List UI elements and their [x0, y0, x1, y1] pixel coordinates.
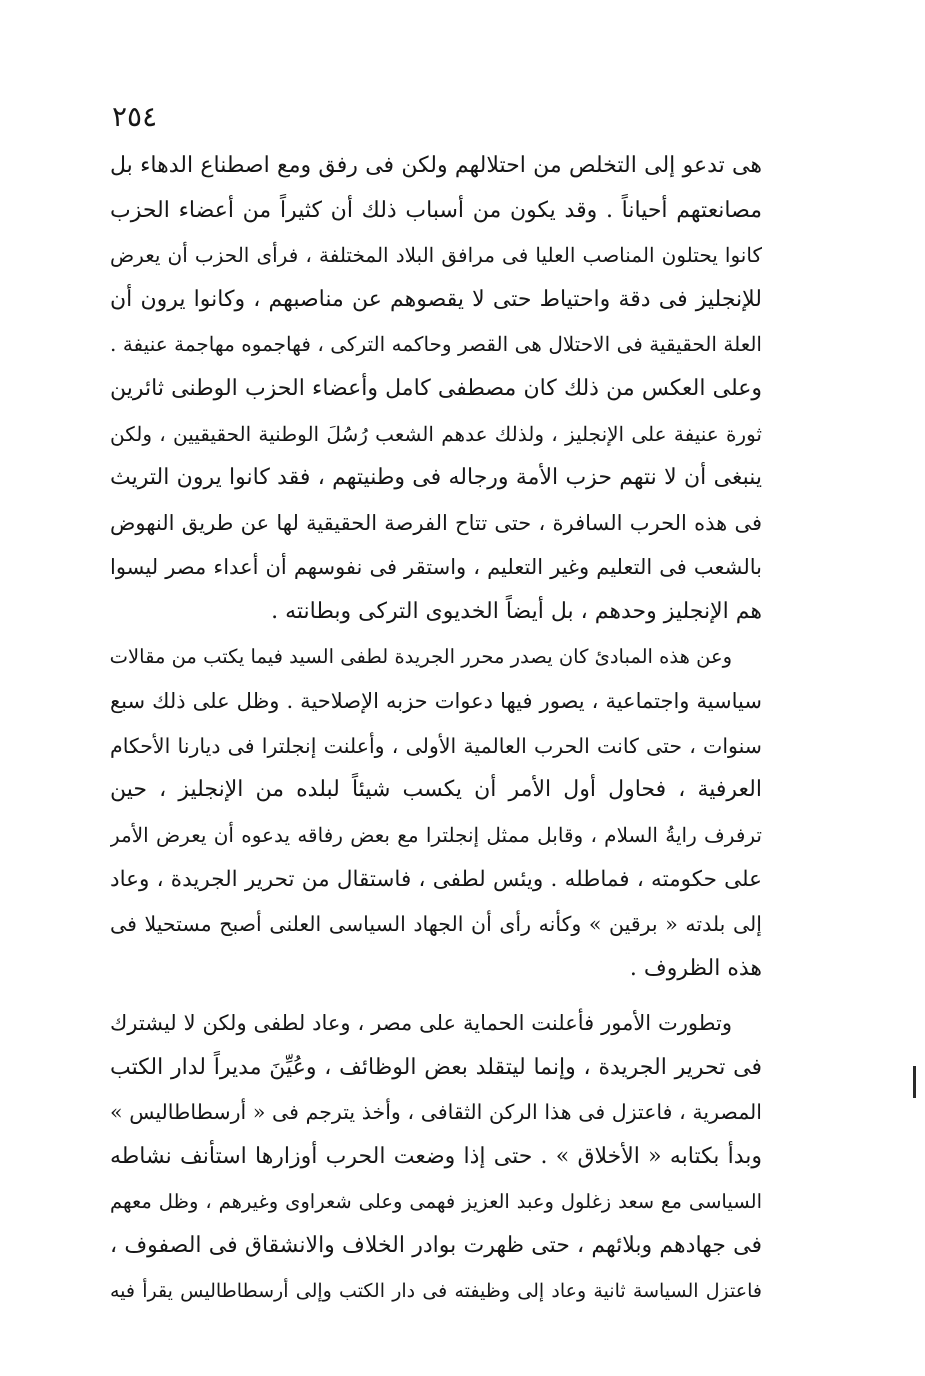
text-line: السياسى مع سعد زغلول وعبد العزيز فهمى وعلى شعراوى وغيرهم ، وظل معهم — [110, 1189, 762, 1213]
text-line: المصرية ، فاعتزل فى هذا الركن الثقافى ، وأخذ يترجم فى « أرسطاطاليس » — [110, 1100, 762, 1125]
text-line: العلة الحقيقية فى الاحتلال هى القصر وحاكمه التركى ، فهاجموه مهاجمة عنيفة . — [110, 332, 762, 357]
text-line: هذه الظروف . — [629, 955, 762, 981]
text-line: للإنجليز فى دقة واحتياط حتى لا يقصوهم عن مناصبهم ، وكانوا يرون أن — [110, 286, 762, 312]
text-line: فى جهادهم وبلائهم ، حتى ظهرت بوادر الخلاف والانشقاق فى الصفوف ، — [110, 1233, 762, 1259]
scan-edge-mark — [913, 1066, 916, 1098]
text-line: إلى بلدته « برقين » وكأنه رأى أن الجهاد السياسى العلنى أصبح مستحيلا فى — [110, 912, 762, 937]
text-line: سنوات ، حتى كانت الحرب العالمية الأولى ، وأعلنت إنجلترا فى ديارنا الأحكام — [110, 733, 762, 758]
text-line: وعلى العكس من ذلك كان مصطفى كامل وأعضاء الحزب الوطنى ثائرين — [110, 375, 762, 401]
text-line: وبدأ بكتابه « الأخلاق » . حتى إذا وضعت الحرب أوزارها استأنف نشاطه — [110, 1144, 762, 1170]
text-line: بالشعب فى التعليم وغير التعليم ، واستقر فى نفوسهم أن أعداء مصر ليسوا — [110, 555, 762, 580]
paragraph — [110, 144, 762, 635]
text-line: وعن هذه المبادئ كان يصدر محرر الجريدة لطفى السيد فيما يكتب من مقالات — [110, 644, 732, 668]
paragraph — [110, 1001, 762, 1313]
paragraph-gap — [110, 991, 762, 1001]
text-line: هم الإنجليز وحدهم ، بل أيضاً الخديوى التركى وبطانته . — [271, 598, 762, 624]
text-line: ثورة عنيفة على الإنجليز ، ولذلك عدهم الشعب رُسُلَ الوطنية الحقيقيين ، ولكن — [110, 421, 762, 446]
page-number: ٢٥٤ — [112, 100, 158, 133]
text-line: ينبغى أن لا نتهم حزب الأمة ورجاله فى وطنيتهم ، فقد كانوا يرون التريث — [110, 465, 762, 491]
page-text — [110, 144, 762, 1313]
paragraph — [110, 635, 762, 992]
text-line: وتطورت الأمور فأعلنت الحماية على مصر ، وعاد لطفى ولكن لا ليشترك — [110, 1011, 732, 1036]
text-line: ترفرف رايةُ السلام ، وقابل ممثل إنجلترا مع بعض رفاقه يدعوه أن يعرض الأمر — [110, 822, 762, 847]
text-line: فاعتزل السياسة ثانية وعاد إلى وظيفته فى دار الكتب وإلى أرسطاطاليس يقرأ فيه — [110, 1279, 762, 1302]
text-line: مصانعتهم أحياناً . وقد يكون من أسباب ذلك أن كثيراً من أعضاء الحزب — [110, 197, 762, 223]
text-line: كانوا يحتلون المناصب العليا فى مرافق البلاد المختلفة ، فرأى الحزب أن يعرض — [110, 243, 762, 268]
text-line: هى تدعو إلى التخلص من احتلالهم ولكن فى رفق ومع اصطناع الدهاء بل — [110, 153, 762, 178]
text-line: على حكومته ، فماطله . ويئس لطفى ، فاستقال من تحرير الجريدة ، وعاد — [110, 866, 762, 892]
text-line: سياسية واجتماعية ، يصور فيها دعوات حزبه الإصلاحية . وظل على ذلك سبع — [110, 689, 762, 714]
text-line: فى تحرير الجريدة ، وإنما ليتقلد بعض الوظائف ، وعُيِّنَ مديراً لدار الكتب — [110, 1054, 762, 1080]
text-line: العرفية ، فحاول أول الأمر أن يكسب شيئاً لبلده من الإنجليز ، حين — [110, 777, 762, 803]
text-line: فى هذه الحرب السافرة ، حتى تتاح الفرصة الحقيقية لها عن طريق النهوض — [110, 510, 762, 535]
